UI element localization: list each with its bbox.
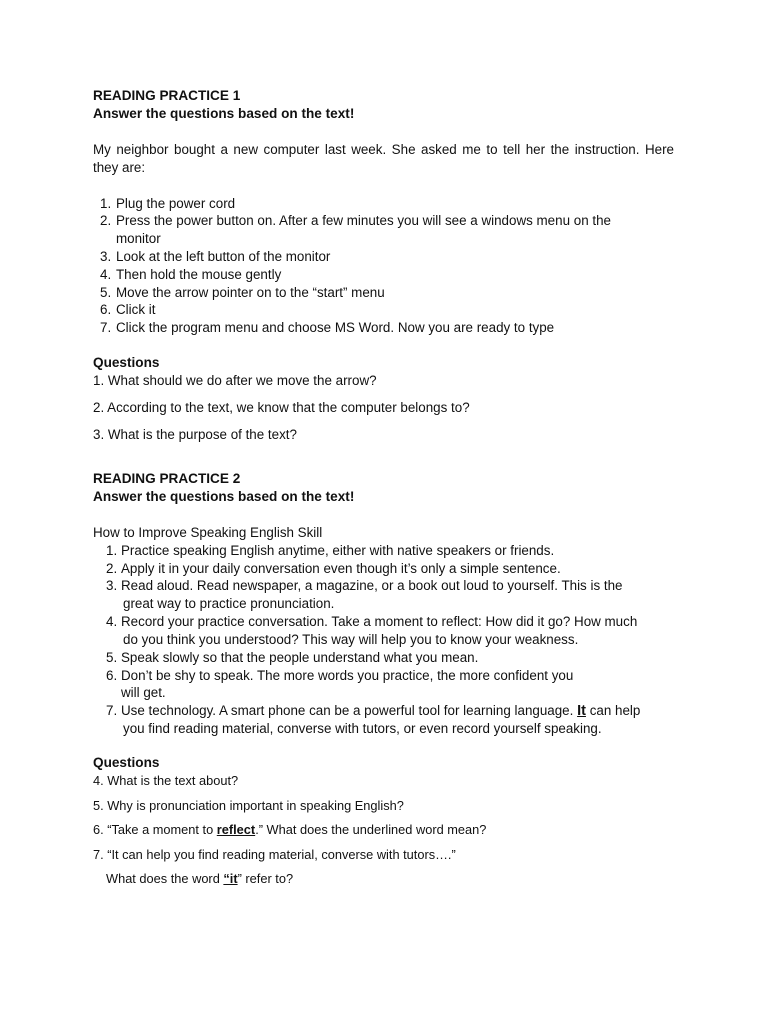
practice1-questions-heading: Questions xyxy=(93,355,160,370)
underlined-reflect: reflect xyxy=(216,822,256,837)
question-2: 2. According to the text, we know that the computer belongs to? xyxy=(93,400,470,415)
practice1-title: READING PRACTICE 1 xyxy=(93,88,241,103)
practice2-instruction: Answer the questions based on the text! xyxy=(93,489,355,504)
practice2-questions-heading: Questions xyxy=(93,755,160,770)
question-1: 1. What should we do after we move the arrow? xyxy=(93,373,377,388)
underlined-it: It xyxy=(577,703,586,719)
question-7: 7. “It can help you find reading material, converse with tutors….” xyxy=(93,847,456,862)
practice2-title: READING PRACTICE 2 xyxy=(93,471,241,486)
practice1-instruction: Answer the questions based on the text! xyxy=(93,106,355,121)
question-6: 6. “Take a moment to reflect.” What does the underlined word mean? xyxy=(93,822,487,837)
practice1-intro: My neighbor bought a new computer last week. She asked me to tell her the instruction. Here they are: xyxy=(93,142,674,175)
question-4: 4. What is the text about? xyxy=(93,773,239,788)
question-3: 3. What is the purpose of the text? xyxy=(93,427,297,442)
practice2-text-title: How to Improve Speaking English Skill xyxy=(93,525,323,540)
document-page: READING PRACTICE 1 Answer the questions based on the text! My neighbor bought a new computer last week. She asked me to tell her the instruction. Here they are: 1. Plug the power cord 2. Press the power button on. After a few minutes you will see a windows menu on the monitor 3. Look at the left button of the monitor 4. Then hold the mouse gently 5. Move the arrow pointer on to the “start” menu 6. Click it 7. Click the program menu and choose MS Word. Now you are ready to type Questions 1. What should we do after we move the arrow? 2. According to the text, we know that the computer belongs to? 3. What is the purpose of the text? READING PRACTICE 2 Answer the questions based on the text! How to Improve Speaking English Skill 1. Practice speaking English anytime, either with native speakers or friends. 2. Apply it in your daily conversation even though it’s only a simple sentence. 3. Read aloud. Read newspaper, a magazine, or a book out loud to yourself. This is the great way to practice pronunciation. 4. Record your practice conversation. Take a moment to reflect: How did it go? How much do you think you understood? This way will help you to know your weakness. 5. Speak slowly so that the people understand what you mean. 6. Don’t be shy to speak. The more words you practice, the more confident you will get. 7. Use technology. A smart phone can be a powerful tool for learning language. It can help you find reading material, converse with tutors, or even record yourself speaking. Questions 4. What is the text about? 5. Why is pronunciation important in speaking English? 6. “Take a moment to reflect.” What does the underlined word mean? 7. “It can help you find reading material, converse with tutors….” What does the word “it” refer to? xyxy=(93,88,674,886)
question-5: 5. Why is pronunciation important in speaking English? xyxy=(93,798,404,813)
question-7-sub: What does the word “it” refer to? xyxy=(106,871,294,886)
underlined-it-quote: “it xyxy=(223,871,238,886)
